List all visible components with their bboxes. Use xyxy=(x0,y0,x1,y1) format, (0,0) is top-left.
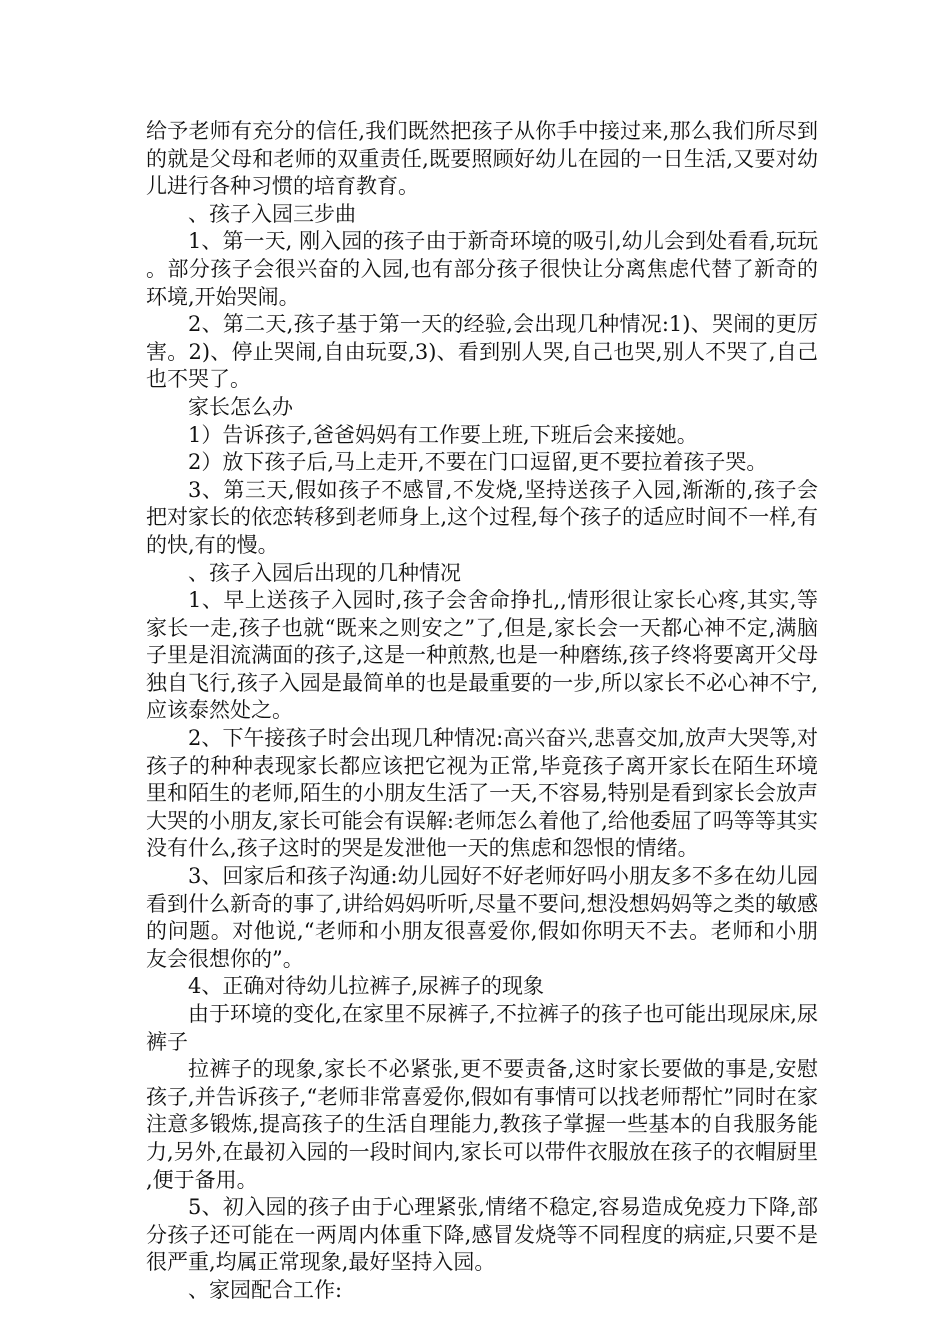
paragraph-afternoon-pickup: 2、下午接孩子时会出现几种情况:高兴奋兴,悲喜交加,放声大哭等,对孩子的种种表现家长都应该把它视为正常,毕竟孩子离开家长在陌生环境里和陌生的老师,陌生的小朋友生活了一天,不容易,特别是看到家长会放声大哭的小朋友,家长可能会有误解:老师怎么着他了,给他委屈了吗等等其实没有什么,孩子这时的哭是发泄他一天的焦虑和怨恨的情绪。 xyxy=(146,726,818,861)
section-heading-situations: 、孩子入园后出现的几种情况 xyxy=(188,560,461,585)
section-heading-three-steps: 、孩子入园三步曲 xyxy=(188,201,356,226)
paragraph-day-one: 1、第一天, 刚入园的孩子由于新奇环境的吸引,幼儿会到处看看,玩玩。部分孩子会很兴奋的入园,也有部分孩子很快让分离焦虑代替了新奇的环境,开始哭闹。 xyxy=(146,229,818,309)
paragraph-home-communication: 3、回家后和孩子沟通:幼儿园好不好老师好吗小朋友多不多在幼儿园看到什么新奇的事了,讲给妈妈听听,尽量不要问,想没想妈妈等之类的敏感的问题。对他说,“老师和小朋友很喜爱你,假如你明天不去。老师和小朋友会很想你的”。 xyxy=(146,864,818,971)
paragraph-toilet-accidents-advice: 拉裤子的现象,家长不必紧张,更不要责备,这时家长要做的事是,安慰孩子,并告诉孩子,“老师非常喜爱你,假如有事情可以找老师帮忙”同时在家注意多锻炼,提高孩子的生活自理能力,教孩子掌握一些基本的自我服务能力,另外,在最初入园的一段时间内,家长可以带件衣服放在孩子的衣帽厨里,便于备用。 xyxy=(146,1057,818,1192)
list-item-tell-child: 1）告诉孩子,爸爸妈妈有工作要上班,下班后会来接她。 xyxy=(188,422,698,447)
paragraph-toilet-accidents-heading: 4、正确对待幼儿拉裤子,尿裤子的现象 xyxy=(188,974,545,999)
document-body xyxy=(146,118,818,1305)
subheading-what-parents-do: 家长怎么办 xyxy=(188,394,293,419)
paragraph-health: 5、初入园的孩子由于心理紧张,情绪不稳定,容易造成免疫力下降,部分孩子还可能在一两周内体重下降,感冒发烧等不同程度的病症,只要不是很严重,均属正常现象,最好坚持入园。 xyxy=(146,1195,818,1275)
section-heading-home-school: 、家园配合工作: xyxy=(188,1277,343,1302)
paragraph-intro: 给予老师有充分的信任,我们既然把孩子从你手中接过来,那么我们所尽到的就是父母和老师的双重责任,既要照顾好幼儿在园的一日生活,又要对幼儿进行各种习惯的培育教育。 xyxy=(146,119,818,199)
paragraph-morning-dropoff: 1、早上送孩子入园时,孩子会舍命挣扎,,情形很让家长心疼,其实,等家长一走,孩子也就“既来之则安之”了,但是,家长会一天都心神不定,满脑子里是泪流满面的孩子,这是一种煎熬,也是一种磨练,孩子终将要离开父母独自飞行,孩子入园是最简单的也是最重要的一步,所以家长不必心神不宁,应该泰然处之。 xyxy=(146,588,818,723)
list-item-leave-quickly: 2）放下孩子后,马上走开,不要在门口逗留,更不要拉着孩子哭。 xyxy=(188,450,768,475)
paragraph-day-three: 3、第三天,假如孩子不感冒,不发烧,坚持送孩子入园,渐渐的,孩子会把对家长的依恋转移到老师身上,这个过程,每个孩子的适应时间不一样,有的快,有的慢。 xyxy=(146,477,818,557)
paragraph-day-two: 2、第二天,孩子基于第一天的经验,会出现几种情况:1)、哭闹的更厉害。2)、停止哭闹,自由玩耍,3)、看到别人哭,自己也哭,别人不哭了,自己也不哭了。 xyxy=(146,312,818,392)
paragraph-environment-change: 由于环境的变化,在家里不尿裤子,不拉裤子的孩子也可能出现尿床,尿裤子 xyxy=(146,1002,818,1054)
